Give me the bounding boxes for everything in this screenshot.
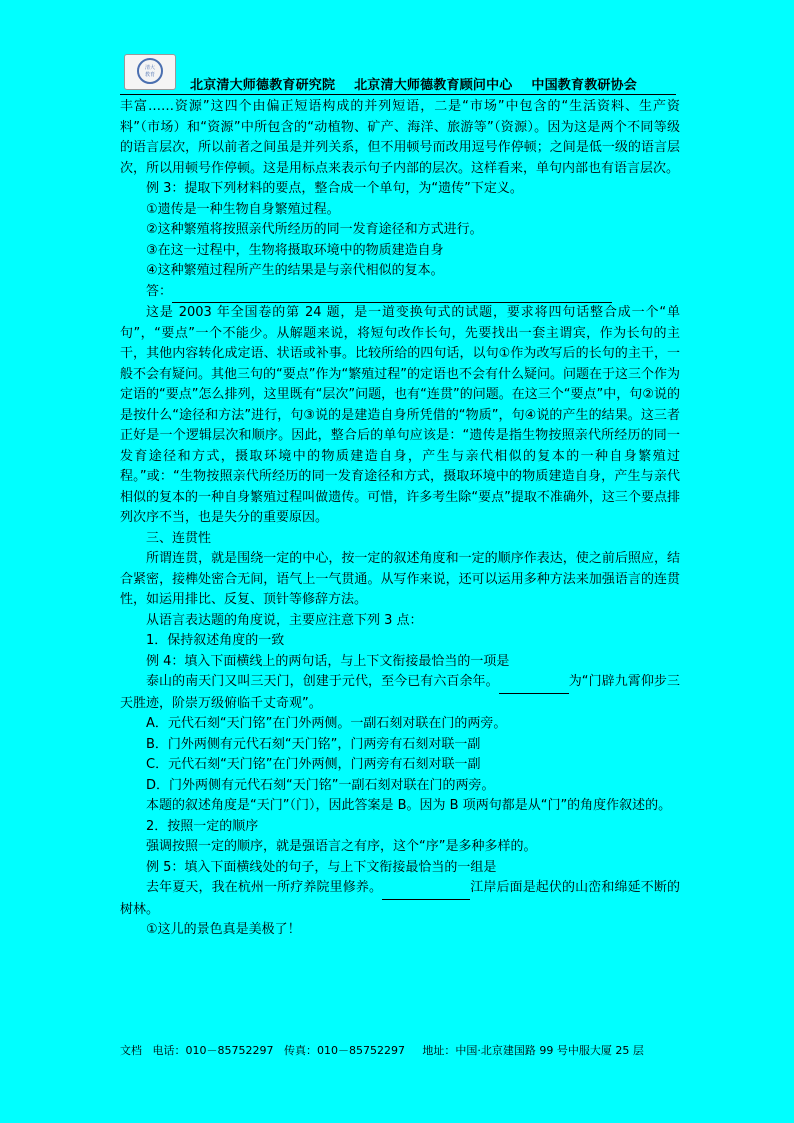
option-b: B．门外两侧有元代石刻“天门铭”，门两旁有石刻对联一副 xyxy=(146,736,481,752)
paragraph: 本题的叙述角度是“天门”（门），因此答案是 B。因为 B 项两句都是从“门”的角度作叙述的。 xyxy=(146,798,672,813)
organization-logo xyxy=(124,54,176,90)
material-item-4: ④这种繁殖过程所产生的结果是与亲代相似的复本。 xyxy=(146,263,444,278)
material-item-3: ③在这一过程中，生物将摄取环境中的物质建造自身 xyxy=(146,242,444,258)
subsection-heading: 1．保持叙述角度的一致 xyxy=(146,633,285,648)
example-4-prompt: 例 4：填入下面横线上的两句话，与上下文衔接最恰当的一项是 xyxy=(146,653,510,669)
subsection-heading: 2．按照一定的顺序 xyxy=(146,818,259,834)
fill-blank xyxy=(499,672,569,694)
option-d: D．门外两侧有元代石刻“天门铭”一副石刻对联在门的两旁。 xyxy=(146,777,495,793)
answer-blank xyxy=(172,282,612,304)
material-item-1: ①遗传是一种生物自身繁殖过程。 xyxy=(146,201,340,217)
document-body xyxy=(120,97,680,941)
example-4-passage xyxy=(120,672,680,714)
passage-part-2: 江岸后面是起伏的山峦和绵延不断的树林。 xyxy=(120,880,680,917)
page-footer: 文档 电话：010－85752297 传真：010－85752297 地址：中国·北京建国路 99 号中服大厦 25 层 xyxy=(120,1044,644,1057)
paragraph: 丰富……资源”这四个由偏正短语构成的并列短语，二是“市场”中包含的“生活资料、生产资料”（市场）和“资源”中所包含的“动植物、矿产、海洋、旅游等”（资源）。因为这是两个不同等级的语言层次，所以前者之间虽是并列关系，但不用顿号而改用逗号作停顿；之间是低一级的语言层次，所以用顿号作停顿。这是用标点来表示句子内部的层次。这样看来，单句内部也有语言层次。 xyxy=(120,99,680,176)
fill-blank xyxy=(382,878,470,900)
passage-part-1: 去年夏天，我在杭州一所疗养院里修养。 xyxy=(146,880,383,895)
page-header xyxy=(120,54,676,95)
paragraph: 这是 2003 年全国卷的第 24 题，是一道变换句式的试题，要求将四句话整合成一个“单句”，“要点”一个不能少。从解题来说，将短句改作长句，先要找出一套主谓宾，作为长句的主干，其他内容转化成定语、状语或补事。比较所给的四句话，以句①作为改写后的长句的主干，一般不会有疑问。其他三句的“要点”作为“繁殖过程”的定语也不会有什么疑问。问题在于这三个作为定语的“要点”怎么排列，这里既有“层次”问题，也有“连贯”的问题。在这三个“要点”中，句②说的是按什么“途径和方法”进行，句③说的是建造自身所凭借的“物质”，句④说的产生的结果。这三者正好是一个逻辑层次和顺序。因此，整合后的单句应该是：“遗传是指生物按照亲代所经历的同一发育途径和方式，摄取环境中的物质建造自身，产生与亲代相似的复本的一种自身繁殖过程。”或：“生物按照亲代所经历的同一发育途径和方式，摄取环境中的物质建造自身，产生与亲代相似的复本的一种自身繁殖过程叫做遗传。可惜，许多考生除“要点”提取不准确外，这三个要点排列次序不当，也是失分的重要原因。 xyxy=(120,305,680,525)
option-a: A．元代石刻“天门铭”在门外两侧。一副石刻对联在门的两旁。 xyxy=(146,716,507,731)
paragraph: 从语言表达题的角度说，主要应注意下列 3 点： xyxy=(146,612,423,628)
example-5-prompt: 例 5：填入下面横线处的句子，与上下文衔接最恰当的一组是 xyxy=(146,859,497,875)
answer-label: 答： xyxy=(146,283,173,299)
passage-part-2: 为“门辟九霄仰步三天胜迹，阶崇万级俯临千丈奇观”。 xyxy=(120,674,680,711)
example-5-item-1: ①这儿的景色真是美极了！ xyxy=(146,922,301,937)
example-5-passage xyxy=(120,878,680,920)
answer-line xyxy=(120,282,680,304)
example-3-prompt: 例 3：提取下列材料的要点，整合成一个单句，为“遗传”下定义。 xyxy=(146,181,523,196)
logo-emblem-icon: 清大 教育 xyxy=(137,58,163,84)
paragraph: 所谓连贯，就是围绕一定的中心，按一定的叙述角度和一定的顺序作表达，使之前后照应，结合紧密，接榫处密合无间，语气上一气贯通。从写作来说，还可以运用多种方法来加强语言的连贯性，如运用排比、反复、顶针等修辞方法。 xyxy=(120,551,680,607)
header-title: 北京清大师德教育研究院 北京清大师德教育顾问中心 中国教育教研协会 xyxy=(190,78,638,93)
paragraph: 强调按照一定的顺序，就是强语言之有序，这个“序”是多种多样的。 xyxy=(146,839,537,854)
option-c: C．元代石刻“天门铭”在门外两侧，门两旁有石刻对联一副 xyxy=(146,757,481,772)
section-heading: 三、连贯性 xyxy=(146,530,212,546)
material-item-2: ②这种繁殖将按照亲代所经历的同一发育途径和方式进行。 xyxy=(146,222,483,237)
passage-part-1: 泰山的南天门又叫三天门，创建于元代，至今已有六百余年。 xyxy=(146,674,499,689)
